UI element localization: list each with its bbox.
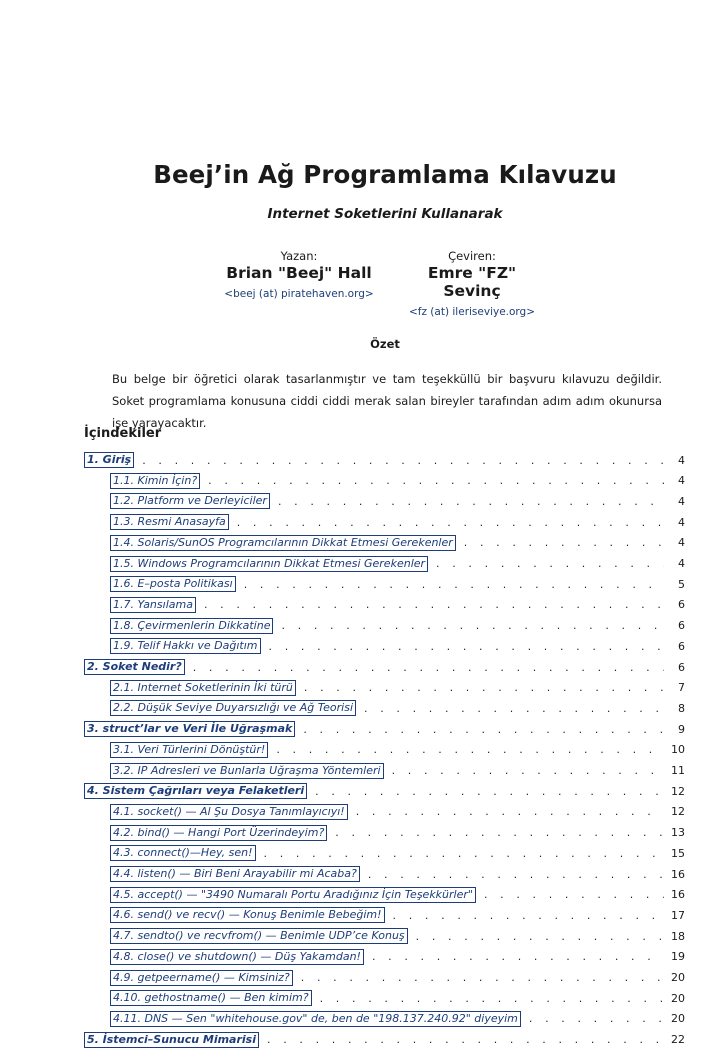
toc-leader-dots — [320, 992, 664, 1005]
toc-entry-link[interactable]: 4.11. DNS — Sen "whitehouse.gov" de, ben de "198.137.240.92" diyeyim — [110, 1011, 521, 1027]
toc-subsection-entry[interactable] — [110, 1009, 685, 1029]
toc-entry-link[interactable]: 2. Soket Nedir? — [84, 659, 185, 675]
translator-email-link[interactable]: <fz (at) ileriseviye.org> — [408, 306, 536, 318]
toc-entry-link[interactable]: 2.1. Internet Soketlerinin İki türü — [110, 680, 296, 696]
toc-subsection-entry[interactable] — [110, 533, 685, 553]
toc-page-number: 22 — [671, 1033, 685, 1047]
toc-leader-dots — [416, 930, 664, 943]
toc-leader-dots — [193, 661, 664, 674]
toc-subsection-entry[interactable] — [110, 471, 685, 491]
toc-subsection-entry[interactable] — [110, 843, 685, 863]
abstract-text: Bu belge bir öğretici olarak tasarlanmıştır ve tam teşekküllü bir başvuru kılavuzu değildir. Soket programlama konusuna ciddi ciddi merak salan bireyler tarafından adım adım okunursa işe yarayacaktır. — [112, 372, 662, 430]
toc-leader-dots — [356, 805, 664, 818]
toc-page-number: 16 — [671, 867, 685, 881]
toc-leader-dots — [281, 619, 664, 632]
toc-leader-dots — [315, 785, 664, 798]
toc-page-number: 4 — [678, 536, 685, 550]
toc-leader-dots — [267, 1033, 664, 1046]
toc-entry-link[interactable]: 1.4. Solaris/SunOS Programcılarının Dikkat Etmesi Gerekenler — [110, 535, 456, 551]
toc-entry-link[interactable]: 1.2. Platform ve Derleyiciler — [110, 493, 270, 509]
toc-section-entry[interactable] — [84, 781, 685, 801]
toc-leader-dots — [301, 971, 664, 984]
toc-entry-link[interactable]: 4.5. accept() — "3490 Numaralı Portu Aradığınız İçin Teşekkürler" — [110, 887, 476, 903]
toc-page-number: 4 — [678, 453, 685, 467]
toc-leader-dots — [368, 868, 664, 881]
toc-subsection-entry[interactable] — [110, 636, 685, 656]
toc-section-entry[interactable] — [84, 450, 685, 470]
toc-entry-link[interactable]: 4.2. bind() — Hangi Port Üzerindeyim? — [110, 825, 327, 841]
toc-subsection-entry[interactable] — [110, 926, 685, 946]
toc-subsection-entry[interactable] — [110, 968, 685, 988]
toc-leader-dots — [335, 826, 664, 839]
toc-page-number: 6 — [678, 619, 685, 633]
toc-entry-link[interactable]: 4.6. send() ve recv() — Konuş Benimle Bebeğim! — [110, 907, 385, 923]
toc-subsection-entry[interactable] — [110, 512, 685, 532]
toc-entry-link[interactable]: 3. struct’lar ve Veri İle Uğraşmak — [84, 721, 295, 737]
toc-page-number: 18 — [671, 929, 685, 943]
toc-leader-dots — [208, 474, 664, 487]
toc-page-number: 19 — [671, 950, 685, 964]
toc-subsection-entry[interactable] — [110, 947, 685, 967]
toc-heading: İçindekiler — [84, 426, 162, 441]
toc-leader-dots — [237, 516, 664, 529]
toc-entry-link[interactable]: 4.9. getpeername() — Kimsiniz? — [110, 970, 293, 986]
toc-subsection-entry[interactable] — [110, 595, 685, 615]
toc-entry-link[interactable]: 1.3. Resmi Anasayfa — [110, 514, 229, 530]
toc-entry-link[interactable]: 4. Sistem Çağrıları veya Felaketleri — [84, 783, 307, 799]
toc-entry-link[interactable]: 1.8. Çevirmenlerin Dikkatine — [110, 618, 273, 634]
toc-entry-link[interactable]: 4.7. sendto() ve recvfrom() — Benimle UDP’ce Konuş — [110, 928, 408, 944]
toc-page-number: 13 — [671, 826, 685, 840]
toc-entry-link[interactable]: 5. İstemci–Sunucu Mimarisi — [84, 1032, 259, 1048]
toc-entry-link[interactable]: 1.6. E–posta Politikası — [110, 576, 236, 592]
toc-page-number: 4 — [678, 515, 685, 529]
translator-name: Emre "FZ" Sevinç — [427, 264, 517, 300]
toc-leader-dots — [484, 888, 664, 901]
toc-page-number: 4 — [678, 557, 685, 570]
toc-subsection-entry[interactable] — [110, 864, 685, 884]
toc-page-number: 6 — [678, 639, 685, 653]
toc-entry-link[interactable]: 1. Giriş — [84, 452, 134, 468]
toc-leader-dots — [276, 743, 664, 756]
toc-page-number: 6 — [678, 660, 685, 674]
author-email-link[interactable]: <beej (at) piratehaven.org> — [224, 288, 374, 300]
toc-subsection-entry[interactable] — [110, 678, 685, 698]
toc-leader-dots — [244, 578, 664, 591]
toc-subsection-entry[interactable] — [110, 988, 685, 1008]
toc-section-entry[interactable] — [84, 657, 685, 677]
toc-page-number: 20 — [671, 1012, 685, 1026]
toc-subsection-entry[interactable] — [110, 554, 685, 574]
toc-subsection-entry[interactable] — [110, 905, 685, 925]
toc-entry-link[interactable]: 2.2. Düşük Seviye Duyarsızlığı ve Ağ Teorisi — [110, 700, 356, 716]
toc-leader-dots — [303, 723, 664, 736]
toc-leader-dots — [142, 454, 664, 467]
toc-page-number: 7 — [678, 681, 685, 695]
translator-block — [397, 249, 547, 318]
toc-subsection-entry[interactable] — [110, 574, 685, 594]
toc-leader-dots — [304, 681, 664, 694]
toc-subsection-entry[interactable] — [110, 616, 685, 636]
toc-page-number: 12 — [671, 784, 685, 798]
toc-leader-dots — [529, 1012, 664, 1025]
author-block — [217, 249, 381, 300]
toc-entry-link[interactable]: 3.2. IP Adresleri ve Bunlarla Uğraşma Yöntemleri — [110, 763, 384, 779]
toc-page-number: 11 — [671, 764, 685, 777]
translator-role: Çeviren: — [448, 249, 496, 263]
toc-leader-dots — [464, 536, 664, 549]
author-role: Yazan: — [280, 249, 318, 263]
abstract-heading: Özet — [370, 337, 400, 351]
toc-leader-dots — [364, 702, 664, 715]
toc-page-number: 20 — [671, 971, 685, 984]
toc-entry-link[interactable]: 4.8. close() ve shutdown() — Düş Yakamdan! — [110, 949, 364, 965]
toc-leader-dots — [269, 640, 664, 653]
toc-entry-link[interactable]: 1.5. Windows Programcılarının Dikkat Etmesi Gerekenler — [110, 556, 428, 572]
toc-page-number: 6 — [678, 598, 685, 612]
document-title: Beej’in Ağ Programlama Kılavuzu — [153, 160, 617, 189]
toc-section-entry[interactable] — [84, 1030, 685, 1050]
toc-subsection-entry[interactable] — [110, 885, 685, 905]
toc-subsection-entry[interactable] — [110, 740, 685, 760]
toc-subsection-entry[interactable] — [110, 802, 685, 822]
toc-leader-dots — [372, 950, 664, 963]
toc-entry-link[interactable]: 4.3. connect()—Hey, sen! — [110, 845, 256, 861]
toc-subsection-entry[interactable] — [110, 491, 685, 511]
toc-section-entry[interactable] — [84, 719, 685, 739]
toc-page-number: 5 — [678, 577, 685, 591]
toc-page-number: 4 — [678, 474, 685, 488]
toc-leader-dots — [436, 557, 664, 570]
author-name: Brian "Beej" Hall — [226, 264, 372, 282]
toc-leader-dots — [278, 495, 664, 508]
toc-subsection-entry[interactable] — [110, 698, 685, 718]
toc-leader-dots — [393, 909, 664, 922]
toc-page-number: 17 — [671, 908, 685, 922]
toc-entry-link[interactable]: 1.9. Telif Hakkı ve Dağıtım — [110, 638, 261, 654]
toc-entry-link[interactable]: 4.4. listen() — Biri Beni Arayabilir mi Acaba? — [110, 866, 360, 882]
toc-page-number: 9 — [678, 722, 685, 736]
toc-leader-dots — [264, 847, 665, 860]
toc-page-number: 8 — [678, 701, 685, 715]
toc-entry-link[interactable]: 1.1. Kimin İçin? — [110, 473, 200, 489]
toc-leader-dots — [392, 764, 664, 777]
toc-entry-link[interactable]: 3.1. Veri Türlerini Dönüştür! — [110, 742, 268, 758]
document-subtitle: Internet Soketlerini Kullanarak — [267, 206, 503, 222]
toc-subsection-entry[interactable] — [110, 761, 685, 781]
toc-entry-link[interactable]: 4.1. socket() — Al Şu Dosya Tanımlayıcıyı! — [110, 804, 348, 820]
toc-entry-link[interactable]: 1.7. Yansılama — [110, 597, 196, 613]
toc-page-number: 15 — [671, 846, 685, 860]
toc-leader-dots — [204, 598, 664, 611]
toc-page-number: 10 — [671, 743, 685, 757]
toc-page-number: 20 — [671, 991, 685, 1005]
toc-subsection-entry[interactable] — [110, 823, 685, 843]
toc-entry-link[interactable]: 4.10. gethostname() — Ben kimim? — [110, 990, 312, 1006]
toc-page-number: 4 — [678, 494, 685, 508]
toc-page-number: 12 — [671, 805, 685, 819]
toc-page-number: 16 — [671, 888, 685, 902]
